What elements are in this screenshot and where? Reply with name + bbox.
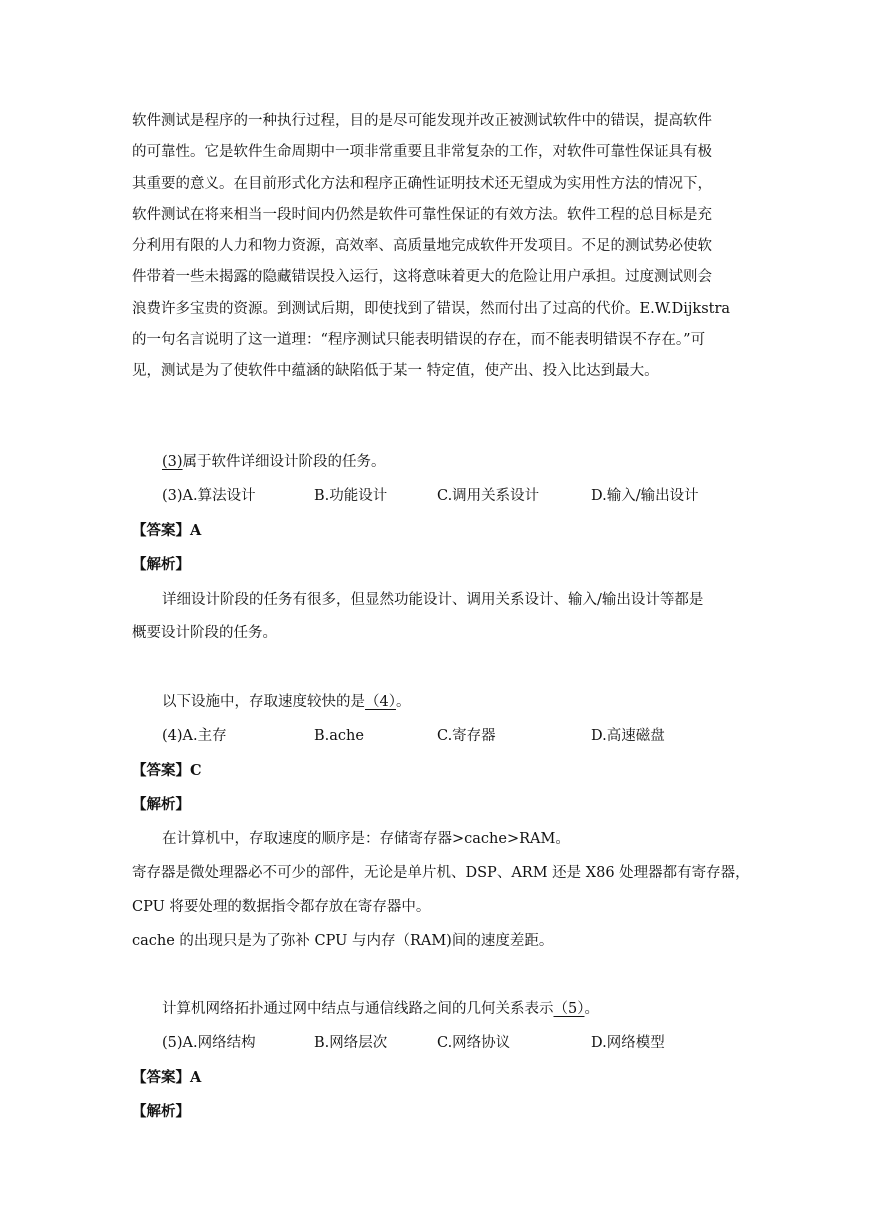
intro-paragraph [132,106,731,388]
question-4-analysis-line: cache 的出现只是为了弥补 CPU 与内存（RAM)间的速度差距。 [132,933,554,949]
question-4-punct: 。 [395,694,411,710]
option-a: (5)A.网络结构 [162,1035,256,1051]
option-a: (4)A.主存 [162,728,227,744]
question-3-analysis-line: 概要设计阶段的任务。 [132,625,277,641]
intro-line: 软件测试在将来相当一段时间内仍然是软件可靠性保证的有效方法。软件工程的总目标是充 [132,206,712,223]
option-b: B.ache [314,728,364,744]
option-d: D.网络模型 [591,1035,665,1051]
question-4-analysis-line: 在计算机中，存取速度的顺序是：存储寄存器>cache>RAM。 [162,831,570,847]
intro-line: 的可靠性。它是软件生命周期中一项非常重要且非常复杂的工作，对软件可靠性保证具有极 [132,144,712,161]
option-a: (3)A.算法设计 [162,488,256,504]
intro-line: 软件测试是程序的一种执行过程，目的是尽可能发现并改正被测试软件中的错误，提高软件 [132,113,712,129]
option-d: D.高速磁盘 [591,728,665,744]
intro-line: 见，测试是为了使软件中蕴涵的缺陷低于某一 特定值，使产出、投入比达到最大。 [132,363,659,380]
question-5-stem [162,999,599,1019]
intro-line: 其重要的意义。在目前形式化方法和程序正确性证明技术还无望成为实用性方法的情况下， [132,175,712,192]
question-4-analysis-label: 【解析】 [132,796,190,813]
intro-line: 浪费许多宝贵的资源。到测试后期，即使找到了错误，然而付出了过高的代价。E.W.Dijkstra [132,300,731,317]
question-5-text: 计算机网络拓扑通过网中结点与通信线路之间的几何关系表示 [162,1001,554,1017]
question-5-analysis-label: 【解析】 [132,1103,190,1120]
question-5-answer: 【答案】A [132,1069,202,1086]
question-3-analysis-label: 【解析】 [132,556,190,573]
option-c: C.调用关系设计 [437,488,540,504]
question-5-blank: （5） [553,1001,585,1017]
question-4-stem [162,692,410,712]
option-b: B.网络层次 [314,1035,388,1051]
intro-line: 的一句名言说明了这一道理：“程序测试只能表明错误的存在，而不能表明错误不存在。”可 [132,332,706,349]
question-4-answer: 【答案】C [132,762,202,779]
question-3-answer: 【答案】A [132,522,202,539]
question-3-text: 属于软件详细设计阶段的任务。 [182,454,386,470]
option-d: D.输入/输出设计 [591,488,699,504]
question-4-text: 以下设施中，存取速度较快的是 [162,694,365,710]
question-4-analysis-line: CPU 将要处理的数据指令都存放在寄存器中。 [132,899,431,915]
question-3-stem [162,452,386,472]
question-5-punct: 。 [584,1001,599,1017]
option-c: C.寄存器 [437,728,496,744]
question-4-analysis-line: 寄存器是微处理器必不可少的部件，无论是单片机、DSP、ARM 还是 X86 处理器都有寄存器， [132,865,750,881]
intro-line: 分利用有限的人力和物力资源，高效率、高质量地完成软件开发项目。不足的测试势必使软 [132,238,712,255]
question-3-analysis-line: 详细设计阶段的任务有很多，但显然功能设计、调用关系设计、输入/输出设计等都是 [162,592,704,608]
intro-line: 件带着一些未揭露的隐藏错误投入运行，这将意味着更大的危险让用户承担。过度测试则会 [132,269,712,286]
question-3-blank: (3) [162,454,183,470]
question-4-blank: （4） [365,694,396,710]
option-c: C.网络协议 [437,1035,511,1051]
option-b: B.功能设计 [314,488,388,504]
